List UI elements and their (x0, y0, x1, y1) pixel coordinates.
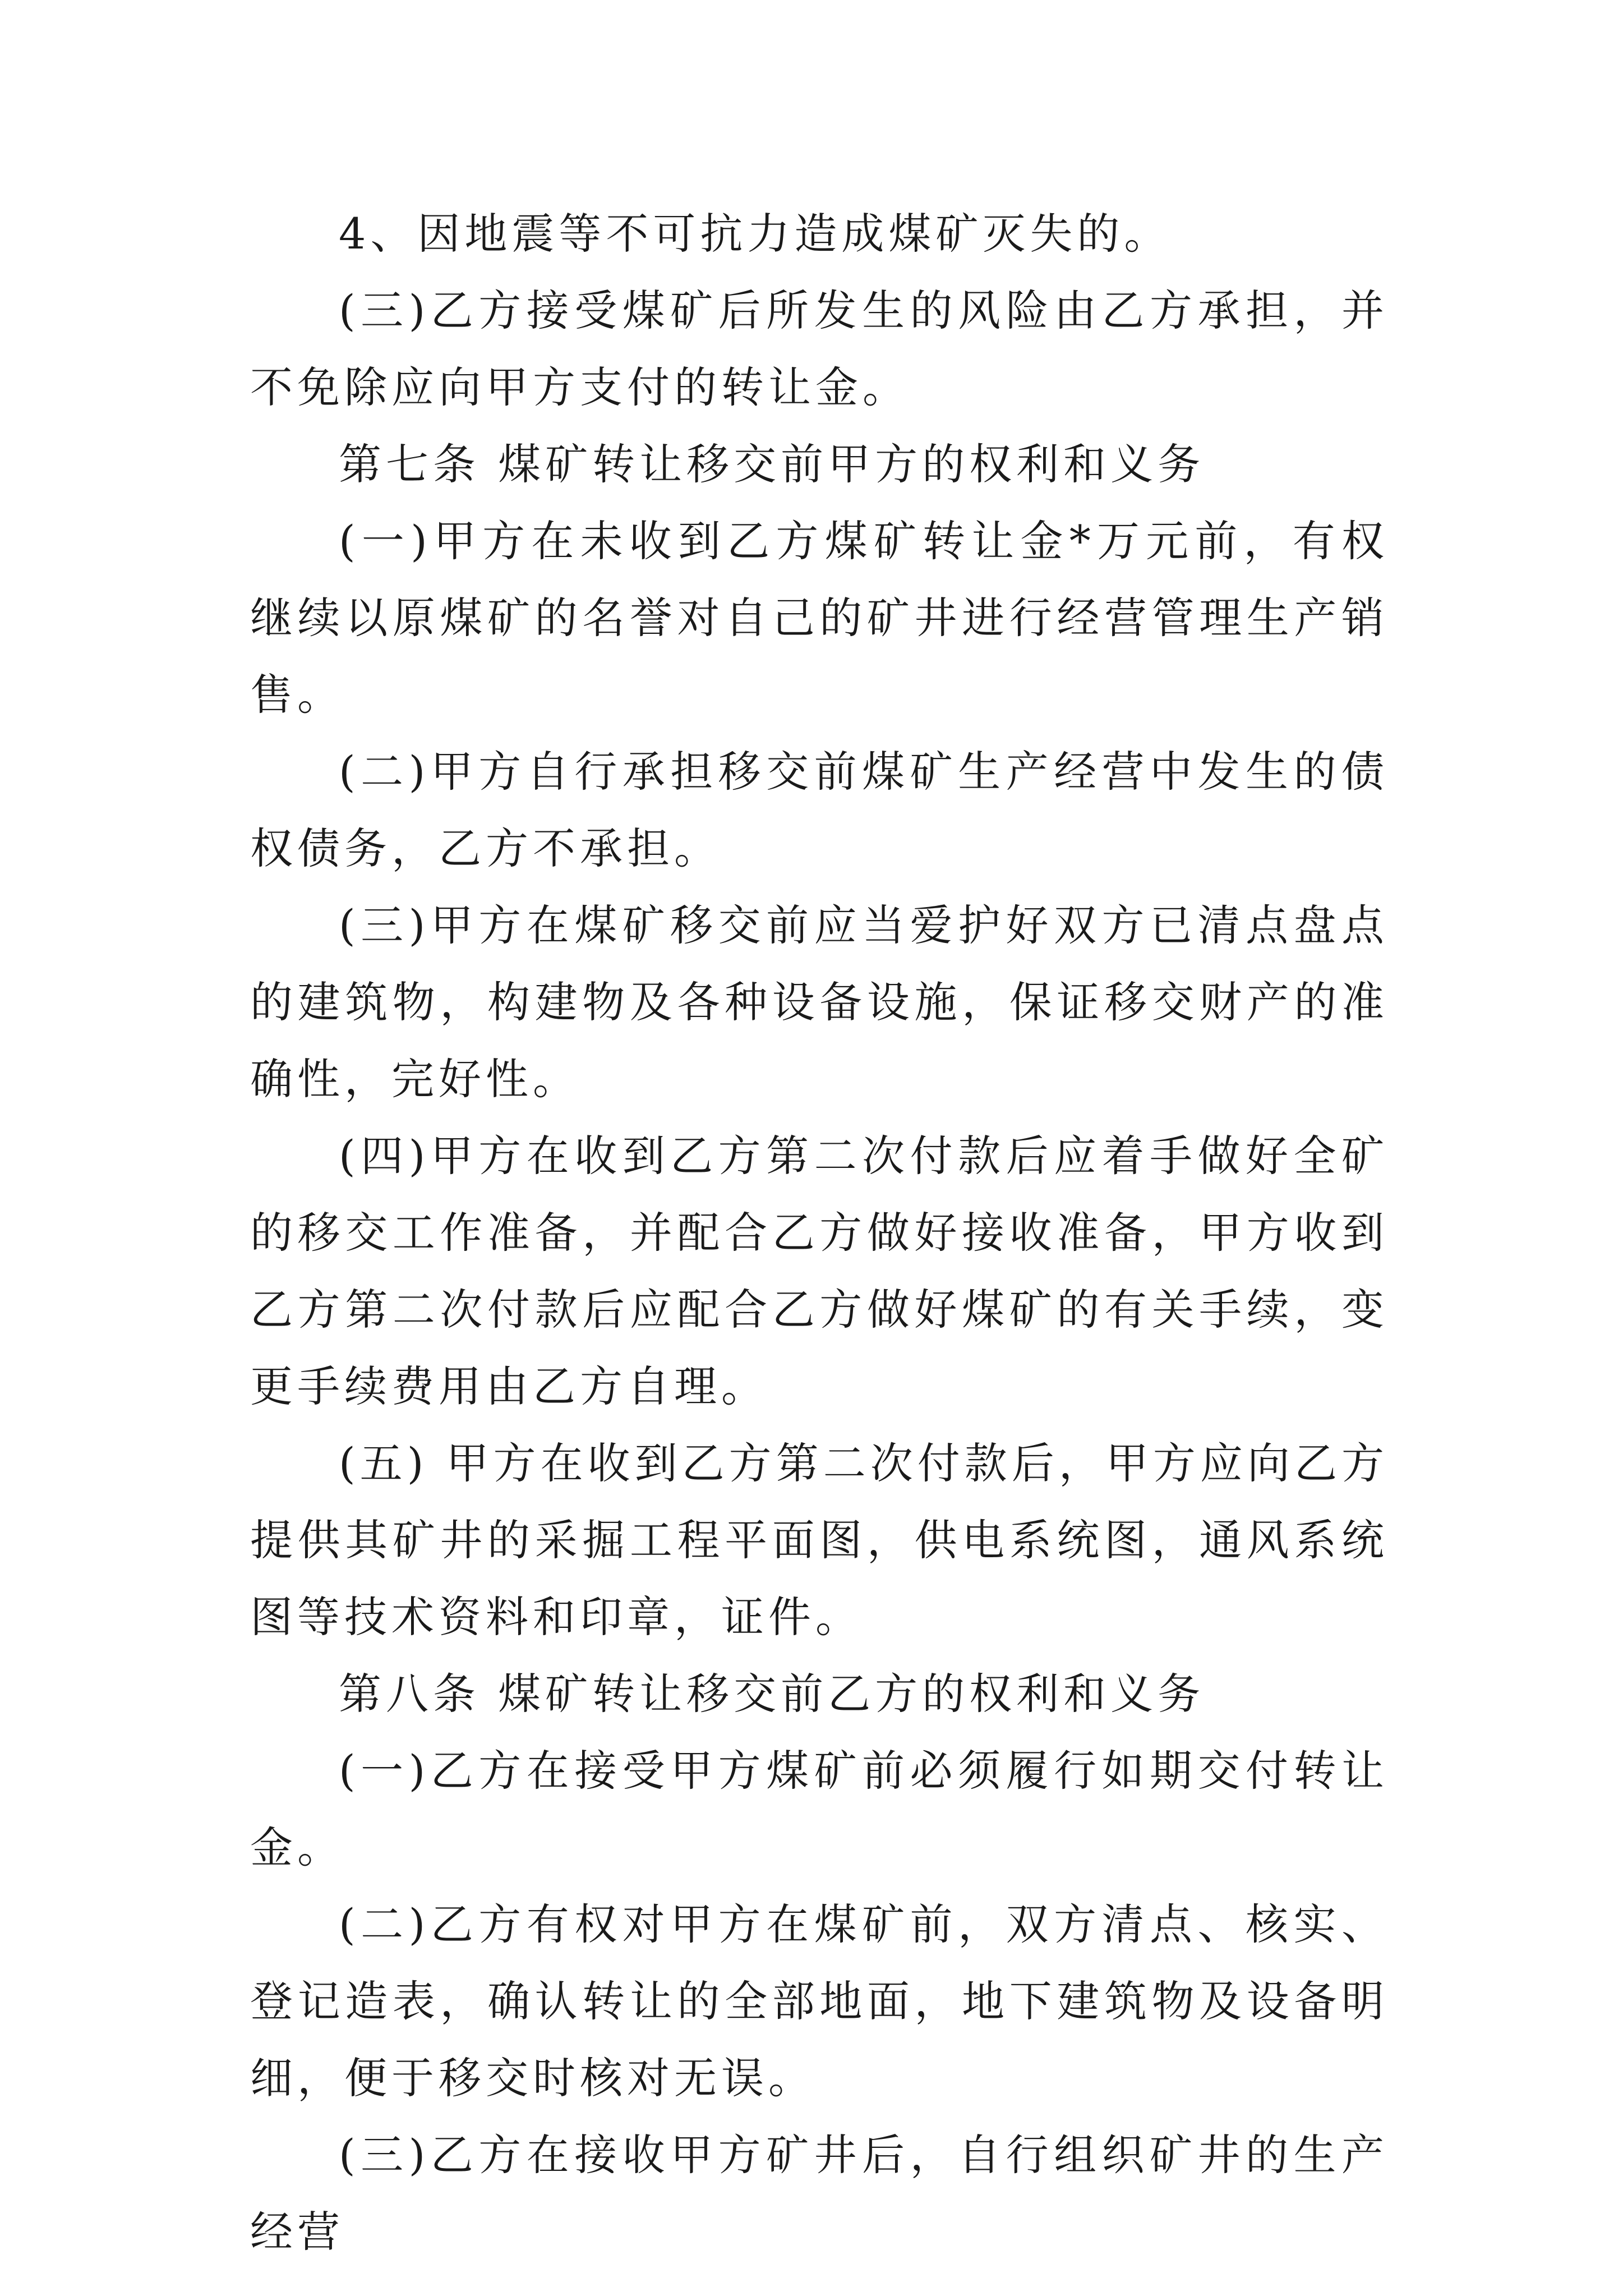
paragraph-risk-bearing: (三)乙方接受煤矿后所发生的风险由乙方承担，并不免除应向甲方支付的转让金。 (250, 286, 1389, 412)
article-8-clause-3: (三)乙方在接收甲方矿井后，自行组织矿井的生产经营 (250, 2130, 1389, 2257)
article-7-heading: 第七条 煤矿转让移交前甲方的权利和义务 (339, 439, 1205, 489)
paragraph-item-4-force-majeure: 4、因地震等不可抗力造成煤矿灭失的。 (339, 209, 1172, 259)
article-8-heading: 第八条 煤矿转让移交前乙方的权利和义务 (339, 1669, 1205, 1719)
document-body (250, 195, 1389, 2270)
article-7-clause-1: (一)甲方在未收到乙方煤矿转让金*万元前，有权继续以原煤矿的名誉对自己的矿井进行经营管理生产销售。 (250, 516, 1389, 720)
article-7-clause-4: (四)甲方在收到乙方第二次付款后应着手做好全矿的移交工作准备，并配合乙方做好接收准备，甲方收到乙方第二次付款后应配合乙方做好煤矿的有关手续，变更手续费用由乙方自理。 (250, 1131, 1389, 1411)
article-7-clause-5: (五) 甲方在收到乙方第二次付款后，甲方应向乙方提供其矿井的采掘工程平面图，供电系统图，通风系统图等技术资料和印章，证件。 (250, 1438, 1389, 1642)
article-8-clause-2: (二)乙方有权对甲方在煤矿前，双方清点、核实、登记造表，确认转让的全部地面，地下建筑物及设备明细，便于移交时核对无误。 (250, 1899, 1389, 2103)
article-7-clause-2: (二)甲方自行承担移交前煤矿生产经营中发生的债权债务，乙方不承担。 (250, 747, 1389, 873)
article-7-clause-3: (三)甲方在煤矿移交前应当爱护好双方已清点盘点的建筑物，构建物及各种设备设施，保证移交财产的准确性，完好性。 (250, 900, 1389, 1104)
article-8-clause-1: (一)乙方在接受甲方煤矿前必须履行如期交付转让金。 (250, 1746, 1389, 1872)
